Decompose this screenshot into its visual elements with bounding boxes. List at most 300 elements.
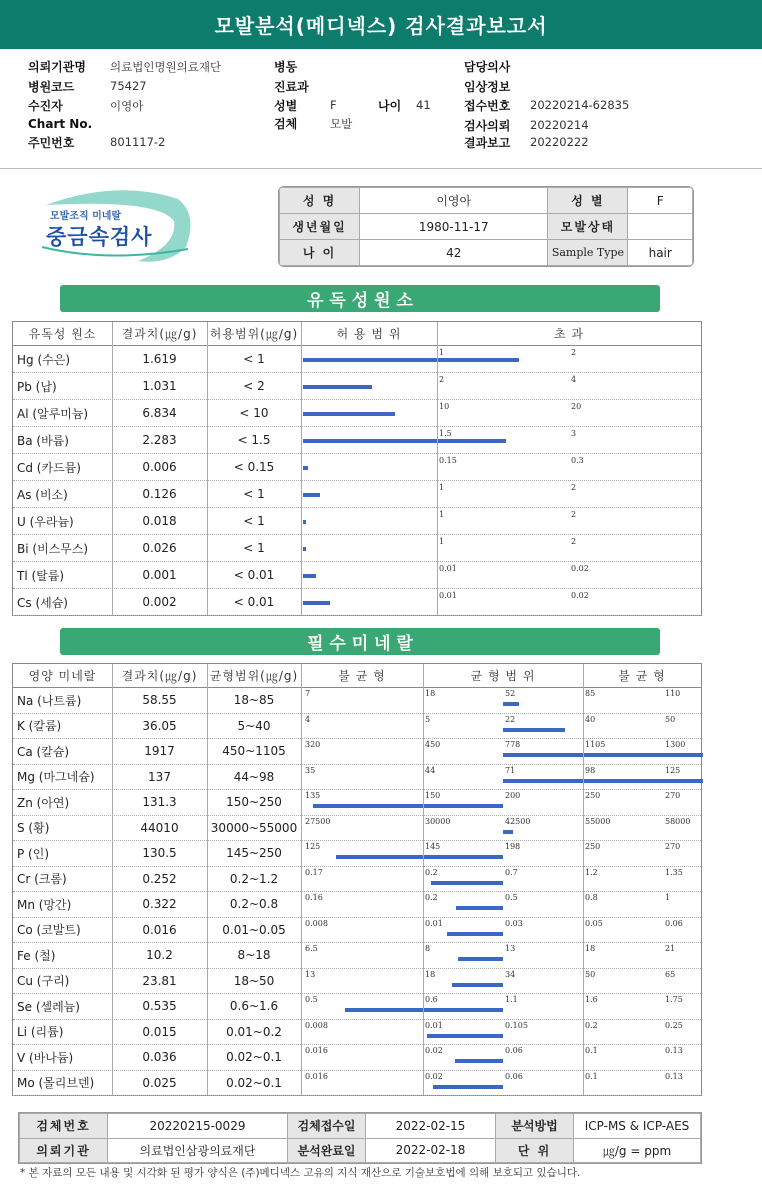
table-row — [13, 714, 701, 740]
balance-range: 18~85 — [233, 693, 275, 708]
col-divider — [207, 322, 208, 615]
element-name: Zn (아연) — [17, 795, 70, 810]
balance-range: 5~40 — [237, 718, 271, 733]
tick-label: 1.5 — [439, 429, 452, 438]
tick-label: 320 — [305, 740, 321, 749]
table-row — [13, 739, 701, 765]
tick-label: 10 — [439, 402, 450, 411]
element-name: As (비소) — [17, 487, 68, 502]
element-name: Tl (탈륨) — [17, 568, 65, 583]
tick-label: 71 — [505, 765, 516, 775]
element-name: Ba (바륨) — [17, 433, 69, 448]
copyright-note: * 본 자료의 모든 내용 및 시각화 된 평가 양식은 (주)메디넥스 고유의 지식 재산으로 기술보호법에 의해 보호되고 있습니다. — [20, 1167, 581, 1179]
label-specimen: 검체 — [274, 117, 298, 131]
footer-receive-label: 검체접수일 — [288, 1114, 366, 1139]
result-bar — [452, 983, 503, 987]
result-bar — [303, 466, 308, 470]
result-value: 23.81 — [142, 973, 177, 988]
minerals-header — [13, 664, 701, 688]
balance-range: 0.2~0.8 — [229, 897, 279, 912]
col-divider — [207, 664, 208, 1095]
result-value: 1917 — [144, 744, 175, 759]
tick-label: 110 — [665, 689, 681, 698]
minerals-header-low: 불 균 형 — [338, 669, 386, 683]
tick-label: 55000 — [585, 816, 611, 826]
logo-big-text: 중금속검사 — [46, 225, 153, 249]
pbox-sample: hair — [628, 240, 693, 266]
tick-label: 1.6 — [585, 995, 598, 1004]
toxic-banner: 유 독 성 원 소 — [60, 285, 660, 312]
label-clinical-info: 임상정보 — [464, 80, 511, 94]
tick-label: 0.02 — [425, 1046, 443, 1055]
balance-range: 18~50 — [233, 973, 275, 988]
result-value: 0.036 — [142, 1050, 177, 1065]
divider — [0, 168, 762, 169]
balance-range: 145~250 — [226, 846, 282, 861]
tick-label: 0.06 — [505, 1071, 523, 1081]
minerals-header-range: 균형범위(㎍/g) — [209, 669, 299, 683]
result-bar — [447, 932, 503, 936]
result-value: 0.016 — [142, 922, 177, 937]
minerals-header-mid: 균 형 범 위 — [470, 669, 536, 683]
result-bar — [503, 753, 703, 757]
table-row — [13, 943, 701, 969]
tick-label: 30000 — [425, 816, 451, 826]
tick-label: 0.03 — [505, 918, 523, 928]
tick-label: 0.02 — [571, 564, 589, 573]
toxic-header-element: 유독성 원소 — [28, 327, 97, 341]
tick-label: 0.008 — [305, 1020, 328, 1030]
pbox-birth-label: 생년월일 — [280, 214, 360, 240]
tick-label: 1.75 — [665, 995, 683, 1004]
allowed-range: < 10 — [239, 406, 269, 420]
toxic-header — [13, 322, 701, 346]
element-name: Mn (망간) — [17, 897, 72, 912]
result-value: 0.252 — [142, 871, 177, 886]
result-bar — [345, 1008, 503, 1012]
result-bar — [303, 547, 306, 551]
balance-range: 450~1105 — [222, 744, 286, 759]
tick-label: 0.7 — [505, 867, 518, 877]
tick-label: 0.5 — [305, 995, 318, 1004]
tick-label: 18 — [425, 969, 436, 979]
result-value: 2.283 — [142, 433, 177, 447]
result-value: 0.322 — [142, 897, 177, 912]
result-value: 131.3 — [142, 795, 177, 810]
element-name: Li (리튬) — [17, 1025, 64, 1040]
footer-complete: 2022-02-18 — [366, 1138, 496, 1163]
tick-label: 0.1 — [585, 1046, 598, 1055]
value-hospital-code: 75427 — [110, 79, 147, 93]
tick-label: 0.2 — [425, 867, 438, 877]
balance-range: 0.02~0.1 — [226, 1075, 282, 1090]
tick-label: 0.16 — [305, 893, 323, 902]
result-value: 0.015 — [142, 1024, 177, 1039]
table-row — [13, 508, 701, 535]
result-bar — [503, 702, 519, 706]
tick-label: 0.2 — [585, 1020, 598, 1030]
tick-label: 22 — [505, 714, 516, 724]
result-value: 0.126 — [142, 487, 177, 501]
allowed-range: < 1 — [243, 487, 265, 501]
tick-label: 40 — [585, 714, 596, 724]
value-patient: 이영아 — [110, 99, 144, 113]
table-row — [13, 454, 701, 481]
element-name: P (인) — [17, 846, 50, 861]
footer-unit-label: 단 위 — [496, 1138, 574, 1163]
value-request-date: 20220214 — [530, 118, 589, 132]
allowed-range: < 1 — [243, 352, 265, 366]
balance-range: 150~250 — [226, 795, 282, 810]
result-value: 44010 — [140, 820, 179, 835]
value-specimen: 모발 — [330, 117, 353, 131]
balance-range: 0.01~0.05 — [222, 922, 286, 937]
tick-label: 0.016 — [305, 1046, 328, 1055]
tick-label: 450 — [425, 740, 441, 749]
patient-info-box — [278, 186, 694, 267]
col-divider — [301, 322, 302, 615]
table-row — [13, 400, 701, 427]
table-row — [13, 1045, 701, 1071]
table-row — [13, 427, 701, 454]
element-name: Mg (마그네슘) — [17, 770, 95, 785]
table-row — [13, 373, 701, 400]
tick-label: 4 — [571, 375, 577, 384]
element-name: Pb (납) — [17, 379, 57, 394]
tick-label: 2 — [571, 348, 577, 357]
table-row — [13, 790, 701, 816]
balance-range: 0.6~1.6 — [229, 999, 279, 1014]
tick-label: 0.6 — [425, 995, 438, 1004]
tick-label: 1300 — [665, 740, 686, 749]
table-row — [13, 816, 701, 842]
element-name: Se (셀레늄) — [17, 999, 80, 1014]
pbox-name-label: 성 명 — [280, 188, 360, 214]
minerals-banner: 필 수 미 네 랄 — [60, 628, 660, 655]
toxic-table — [12, 321, 702, 616]
label-chart-no: Chart No. — [28, 117, 93, 131]
allowed-range: < 0.01 — [233, 595, 275, 609]
tick-label: 20 — [571, 402, 582, 411]
tick-label: 58000 — [665, 816, 691, 826]
result-bar — [503, 779, 703, 783]
result-value: 58.55 — [142, 693, 177, 708]
tick-label: 98 — [585, 765, 596, 775]
value-sex: F — [330, 98, 337, 112]
toxic-header-over: 초 과 — [554, 327, 584, 341]
tick-label: 50 — [665, 714, 676, 724]
tick-label: 0.13 — [665, 1046, 683, 1055]
tick-label: 5 — [425, 714, 431, 724]
tick-label: 27500 — [305, 816, 331, 826]
footer-method: ICP-MS & ICP-AES — [574, 1114, 701, 1139]
tick-label: 0.016 — [305, 1071, 328, 1081]
allowed-range: < 1 — [243, 541, 265, 555]
element-name: S (황) — [17, 821, 50, 836]
result-value: 1.619 — [142, 352, 177, 366]
tick-label: 0.17 — [305, 867, 323, 877]
tick-label: 145 — [425, 842, 441, 851]
tick-label: 6.5 — [305, 944, 318, 953]
col-divider — [301, 664, 302, 1095]
tick-label: 0.02 — [571, 591, 589, 600]
tick-label: 0.1 — [585, 1071, 598, 1081]
result-bar — [303, 358, 519, 362]
table-row — [13, 688, 701, 714]
tick-label: 270 — [665, 791, 681, 800]
label-sex: 성별 — [274, 99, 298, 113]
minerals-header-high: 불 균 형 — [618, 669, 666, 683]
balance-range: 30000~55000 — [210, 820, 298, 835]
label-resident-no: 주민번호 — [28, 136, 75, 150]
tick-label: 125 — [305, 842, 321, 851]
footer-sample-no: 20220215-0029 — [108, 1114, 288, 1139]
col-divider — [112, 322, 113, 615]
element-name: U (우라늄) — [17, 514, 74, 529]
footer-sample-no-label: 검체번호 — [20, 1114, 108, 1139]
tick-label: 1 — [439, 348, 445, 357]
table-row — [13, 867, 701, 893]
value-report-date: 20220222 — [530, 135, 589, 149]
tick-label: 35 — [305, 765, 316, 775]
element-name: Mo (몰리브덴) — [17, 1076, 95, 1091]
tick-label: 1 — [665, 893, 671, 902]
pbox-sample-label: Sample Type — [548, 240, 628, 266]
result-value: 0.006 — [142, 460, 177, 474]
allowed-range: < 0.15 — [233, 460, 275, 474]
result-value: 36.05 — [142, 718, 177, 733]
tick-label: 1105 — [585, 740, 606, 749]
pbox-age: 42 — [360, 240, 548, 266]
footer-org-label: 의뢰기관 — [20, 1138, 108, 1163]
tick-label: 250 — [585, 791, 601, 800]
result-bar — [303, 601, 330, 605]
result-value: 0.002 — [142, 595, 177, 609]
result-value: 137 — [148, 769, 171, 784]
tick-label: 2 — [439, 375, 445, 384]
tick-label: 18 — [585, 944, 596, 953]
tick-label: 1.35 — [665, 867, 683, 877]
tick-label: 0.13 — [665, 1071, 683, 1081]
result-bar — [303, 493, 320, 497]
label-patient: 수진자 — [28, 99, 63, 113]
element-name: Na (나트륨) — [17, 693, 82, 708]
tick-label: 200 — [505, 791, 521, 800]
tick-label: 13 — [305, 969, 316, 979]
col-divider — [583, 664, 584, 1095]
element-name: Fe (철) — [17, 948, 56, 963]
result-bar — [303, 439, 506, 443]
footer-method-label: 분석방법 — [496, 1114, 574, 1139]
tick-label: 21 — [665, 944, 676, 953]
tick-label: 0.3 — [571, 456, 584, 465]
tick-label: 0.05 — [585, 918, 603, 928]
table-row — [13, 969, 701, 995]
table-row — [13, 765, 701, 791]
analysis-footer — [18, 1112, 702, 1164]
allowed-range: < 2 — [243, 379, 265, 393]
element-name: K (칼륨) — [17, 719, 62, 734]
tick-label: 250 — [585, 842, 601, 851]
tick-label: 44 — [425, 765, 436, 775]
pbox-hair-label: 모발상태 — [548, 214, 628, 240]
allowed-range: < 1 — [243, 514, 265, 528]
logo-small-text: 모발조직 미네랄 — [50, 211, 122, 222]
tick-label: 4 — [305, 714, 311, 724]
label-ward: 병동 — [274, 60, 298, 74]
tick-label: 1 — [439, 510, 445, 519]
col-divider — [437, 322, 438, 615]
result-value: 10.2 — [146, 948, 173, 963]
tick-label: 1.1 — [505, 995, 518, 1004]
value-hospital: 의료법인명원의료재단 — [110, 60, 222, 74]
tick-label: 0.01 — [439, 591, 457, 600]
footer-unit: ㎍/g = ppm — [574, 1138, 701, 1163]
result-bar — [303, 520, 306, 524]
element-name: Bi (비스무스) — [17, 541, 89, 556]
tick-label: 2 — [571, 537, 577, 546]
label-age: 나이 — [378, 99, 402, 113]
value-resident-no: 801117-2 — [110, 135, 166, 149]
col-divider — [423, 664, 424, 1095]
result-bar — [303, 412, 395, 416]
tick-label: 2 — [571, 483, 577, 492]
tick-label: 778 — [505, 740, 521, 749]
tick-label: 3 — [571, 429, 577, 438]
tick-label: 18 — [425, 689, 436, 698]
label-report-date: 결과보고 — [464, 136, 511, 150]
tick-label: 0.105 — [505, 1020, 528, 1030]
result-value: 0.001 — [142, 568, 177, 582]
result-bar — [455, 1059, 503, 1063]
tick-label: 0.008 — [305, 918, 328, 928]
toxic-header-allowed: 허 용 범 위 — [336, 327, 402, 341]
result-bar — [433, 1085, 503, 1089]
tick-label: 1 — [439, 537, 445, 546]
tick-label: 0.06 — [505, 1046, 523, 1055]
tick-label: 0.2 — [425, 893, 438, 902]
toxic-header-result: 결과치(㎍/g) — [121, 327, 198, 341]
table-row — [13, 481, 701, 508]
balance-range: 0.01~0.2 — [226, 1024, 282, 1039]
tick-label: 125 — [665, 765, 681, 775]
tick-label: 0.01 — [439, 564, 457, 573]
allowed-range: < 0.01 — [233, 568, 275, 582]
allowed-range: < 1.5 — [237, 433, 271, 447]
tick-label: 0.06 — [665, 918, 683, 928]
tick-label: 0.15 — [439, 456, 457, 465]
result-bar — [303, 574, 316, 578]
footer-receive: 2022-02-15 — [366, 1114, 496, 1139]
footer-org: 의료법인삼광의료재단 — [108, 1138, 288, 1163]
element-name: Cs (세슘) — [17, 595, 68, 610]
order-info — [0, 52, 762, 152]
tick-label: 198 — [505, 842, 521, 851]
result-bar — [303, 385, 372, 389]
result-value: 0.026 — [142, 541, 177, 555]
element-name: Ca (칼슘) — [17, 744, 70, 759]
pbox-sex-label: 성 별 — [548, 188, 628, 214]
tick-label: 0.01 — [425, 918, 443, 928]
logo — [38, 185, 198, 265]
result-value: 0.025 — [142, 1075, 177, 1090]
tick-label: 42500 — [505, 816, 531, 826]
table-row — [13, 918, 701, 944]
tick-label: 34 — [505, 969, 516, 979]
result-value: 130.5 — [142, 846, 177, 861]
value-receipt-no: 20220214-62835 — [530, 98, 630, 112]
result-bar — [427, 1034, 503, 1038]
tick-label: 85 — [585, 689, 596, 698]
table-row — [13, 1071, 701, 1097]
tick-label: 0.5 — [505, 893, 518, 902]
label-hospital-code: 병원코드 — [28, 80, 75, 94]
tick-label: 135 — [305, 791, 321, 800]
element-name: Cd (카드뮴) — [17, 460, 81, 475]
tick-label: 13 — [505, 944, 516, 953]
footer-complete-label: 분석완료일 — [288, 1138, 366, 1163]
balance-range: 8~18 — [237, 948, 271, 963]
result-value: 6.834 — [142, 406, 177, 420]
table-row — [13, 994, 701, 1020]
tick-label: 2 — [571, 510, 577, 519]
pbox-age-label: 나 이 — [280, 240, 360, 266]
tick-label: 52 — [505, 689, 516, 698]
tick-label: 0.25 — [665, 1020, 683, 1030]
tick-label: 0.02 — [425, 1071, 443, 1081]
tick-label: 8 — [425, 944, 431, 953]
value-age: 41 — [416, 98, 431, 112]
tick-label: 150 — [425, 791, 441, 800]
element-name: Cr (크롬) — [17, 872, 67, 887]
balance-range: 0.2~1.2 — [229, 871, 279, 886]
minerals-header-element: 영양 미네랄 — [28, 669, 97, 683]
result-value: 0.535 — [142, 999, 177, 1014]
tick-label: 0.8 — [585, 893, 598, 902]
report-title: 모발분석(메디넥스) 검사결과보고서 — [0, 0, 762, 49]
result-bar — [503, 830, 513, 834]
table-row — [13, 892, 701, 918]
table-row — [13, 535, 701, 562]
element-name: V (바나듐) — [17, 1050, 74, 1065]
result-value: 0.018 — [142, 514, 177, 528]
element-name: Hg (수은) — [17, 352, 71, 367]
label-doctor: 담당의사 — [464, 60, 511, 74]
result-bar — [431, 881, 503, 885]
tick-label: 270 — [665, 842, 681, 851]
result-bar — [336, 855, 503, 859]
col-divider — [112, 664, 113, 1095]
table-row — [13, 589, 701, 616]
result-bar — [313, 804, 503, 808]
pbox-name: 이영아 — [360, 188, 548, 214]
tick-label: 50 — [585, 969, 596, 979]
balance-range: 44~98 — [233, 769, 275, 784]
table-row — [13, 346, 701, 373]
label-request-date: 검사의뢰 — [464, 119, 511, 133]
result-bar — [458, 957, 503, 961]
label-hospital: 의뢰기관명 — [28, 60, 86, 74]
pbox-hair — [628, 214, 693, 240]
pbox-sex: F — [628, 188, 693, 214]
tick-label: 0.01 — [425, 1020, 443, 1030]
pbox-birth: 1980-11-17 — [360, 214, 548, 240]
label-department: 진료과 — [274, 80, 309, 94]
table-row — [13, 562, 701, 589]
table-row — [13, 1020, 701, 1046]
minerals-table — [12, 663, 702, 1096]
table-row — [13, 841, 701, 867]
